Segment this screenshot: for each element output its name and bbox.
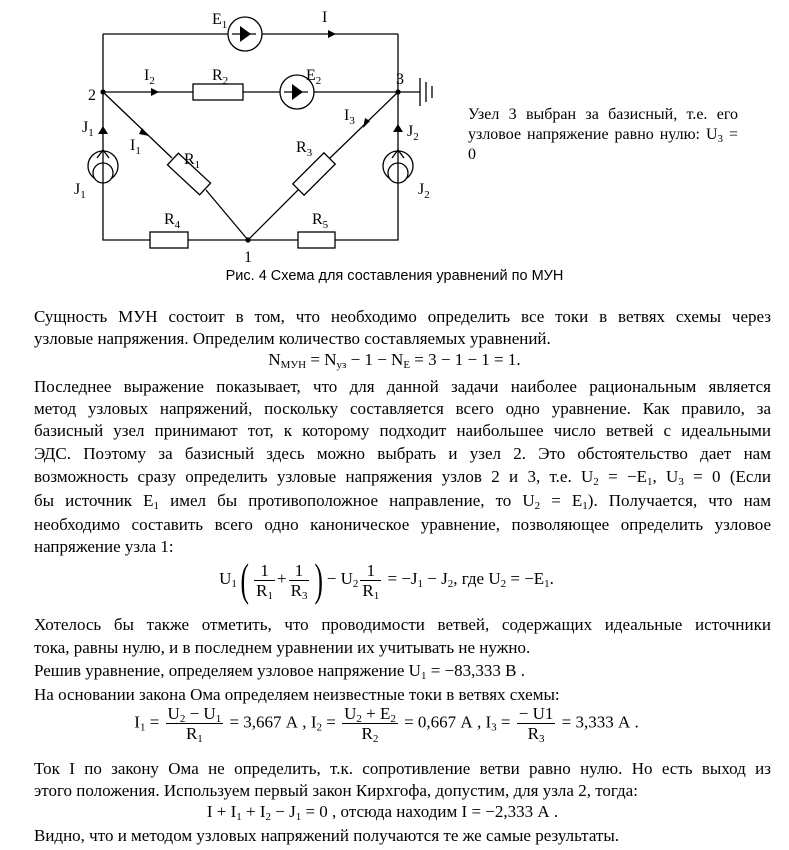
arrow-e1 [240,26,251,42]
arrow-j1 [98,126,108,134]
para2-line6: бы источник $E_1$ имел бы противоположное направление, то $U_2 = E_1$). Получается, что нам [34,491,772,512]
resistor-r4 [150,232,188,248]
para2-line3: базисный узел принимают тот, к которому подходит наибольшее число ветвей с идеальными [34,421,771,440]
equation-kirchhoff: $I + I_1 + I_2 - J_1 = 0$ , отсюда находим I = −2,333 А . [206,802,559,823]
label-node-2: 2 [88,87,96,104]
para5: На основании закона Ома определяем неизвестные токи в ветвях схемы: [34,685,560,704]
label-j1: $J_1$ [74,181,86,201]
arrow-i [328,30,336,38]
label-i3: $I_3$ [344,107,355,127]
para3-line2: тока, равны нулю, и в последнем уравнении их учитывать не нужно. [34,638,531,657]
para2-line8: напряжение узла 1: [34,537,174,556]
label-j1-arrow: $J_1$ [82,119,94,139]
label-i2: $I_2$ [144,67,155,87]
label-i1: $I_1$ [130,137,141,157]
wire-diag-r1 [103,92,248,240]
label-node-1: 1 [244,249,252,266]
side-note: Узел 3 выбран за базисный, т.е. его узловое напряжение равно нулю: $U_3 = 0$ [468,106,738,163]
arrow-e2 [292,84,303,100]
node-dot-3 [395,89,400,94]
para2-line1: Последнее выражение показывает, что для данной задачи наиболее рациональным является [34,377,771,396]
circuit-diagram [60,0,460,270]
label-j2-arrow: $J_2$ [407,123,419,143]
node-dot-2 [100,89,105,94]
figure-caption: Рис. 4 Схема для составления уравнений по МУН [225,268,564,284]
para1-line1: Сущность МУН состоит в том, что необходимо определить все токи в ветвях схемы через [34,307,771,326]
node-dot-1 [245,237,250,242]
wire-frame [103,34,398,240]
label-j2: $J_2$ [418,181,430,201]
para4: Решив уравнение, определяем узловое напряжение $U_1 = -83,333$ В . [34,661,525,682]
label-r5: $R_5$ [312,211,329,231]
equation-currents: $I_1$ = $\frac{U_2 - U_1}{R_1}$ = 3,667 А , $I_2$ = $\frac{U_2 + E_2}{R_2}$ = 0,667 А , $I_3$ = $\frac{- U1}{R_3}$ = 3,333 А . [134,704,639,745]
label-r1: $R_1$ [184,151,201,171]
label-r3: $R_3$ [296,139,313,159]
equation-count: $N_{МУН} = N_{уз} - 1 - N_E = 3 - 1 - 1 = 1$. [268,350,521,371]
label-e1: $E_1$ [212,11,228,31]
para2-line5: возможность сразу определить узловые напряжения узлов 2 и 3, т.е. $U_2 = -E_1$, $U_3 = 0$ (Если [34,467,772,488]
para6-line1: Ток I по закону Ома не определить, т.к. сопротивление ветви равно нулю. Но есть выход из [34,759,771,778]
resistor-r3 [293,153,335,195]
para1-line2: узловые напряжения. Определим количество составляемых уравнений. [34,329,551,348]
para6-line2: этого положения. Используем первый закон Кирхгофа, допустим, для узла 2, тогда: [34,781,638,800]
para2-line4: ЭДС. Поэтому за базисный здесь можно выбрать и узел 2. Это обстоятельство дает нам [34,444,771,463]
para3-line1: Хотелось бы также отметить, что проводимости ветвей, содержащих идеальные источники [34,615,771,634]
label-e2: $E_2$ [306,67,322,87]
equation-node-1: $U_1$( $\frac{1}{R_1}$ + $\frac{1}{R_3}$ ) − $U_2$ $\frac{1}{R_1}$ = $-J_1 - J_2$, где $U_2 = -E_1$. [219,554,554,605]
para7: Видно, что и методом узловых напряжений получаются те же самые результаты. [34,826,620,845]
para2-line2: метод узловых напряжений, поскольку составляется всего одно уравнение. Как правило, за [34,399,771,418]
wire-diag-r3 [248,92,398,240]
arrow-j2 [393,124,403,132]
resistor-r5 [298,232,335,248]
arrow-i2 [151,88,159,96]
label-i: I [322,9,328,26]
resistor-r2 [193,84,243,100]
label-r4: $R_4$ [164,211,181,231]
label-r2: $R_2$ [212,67,229,87]
arrow-i1 [139,128,149,136]
label-node-3: 3 [396,71,404,88]
para2-line7: необходимо составить всего одно каноническое уравнение, позволяющее определить узловое [34,515,771,534]
